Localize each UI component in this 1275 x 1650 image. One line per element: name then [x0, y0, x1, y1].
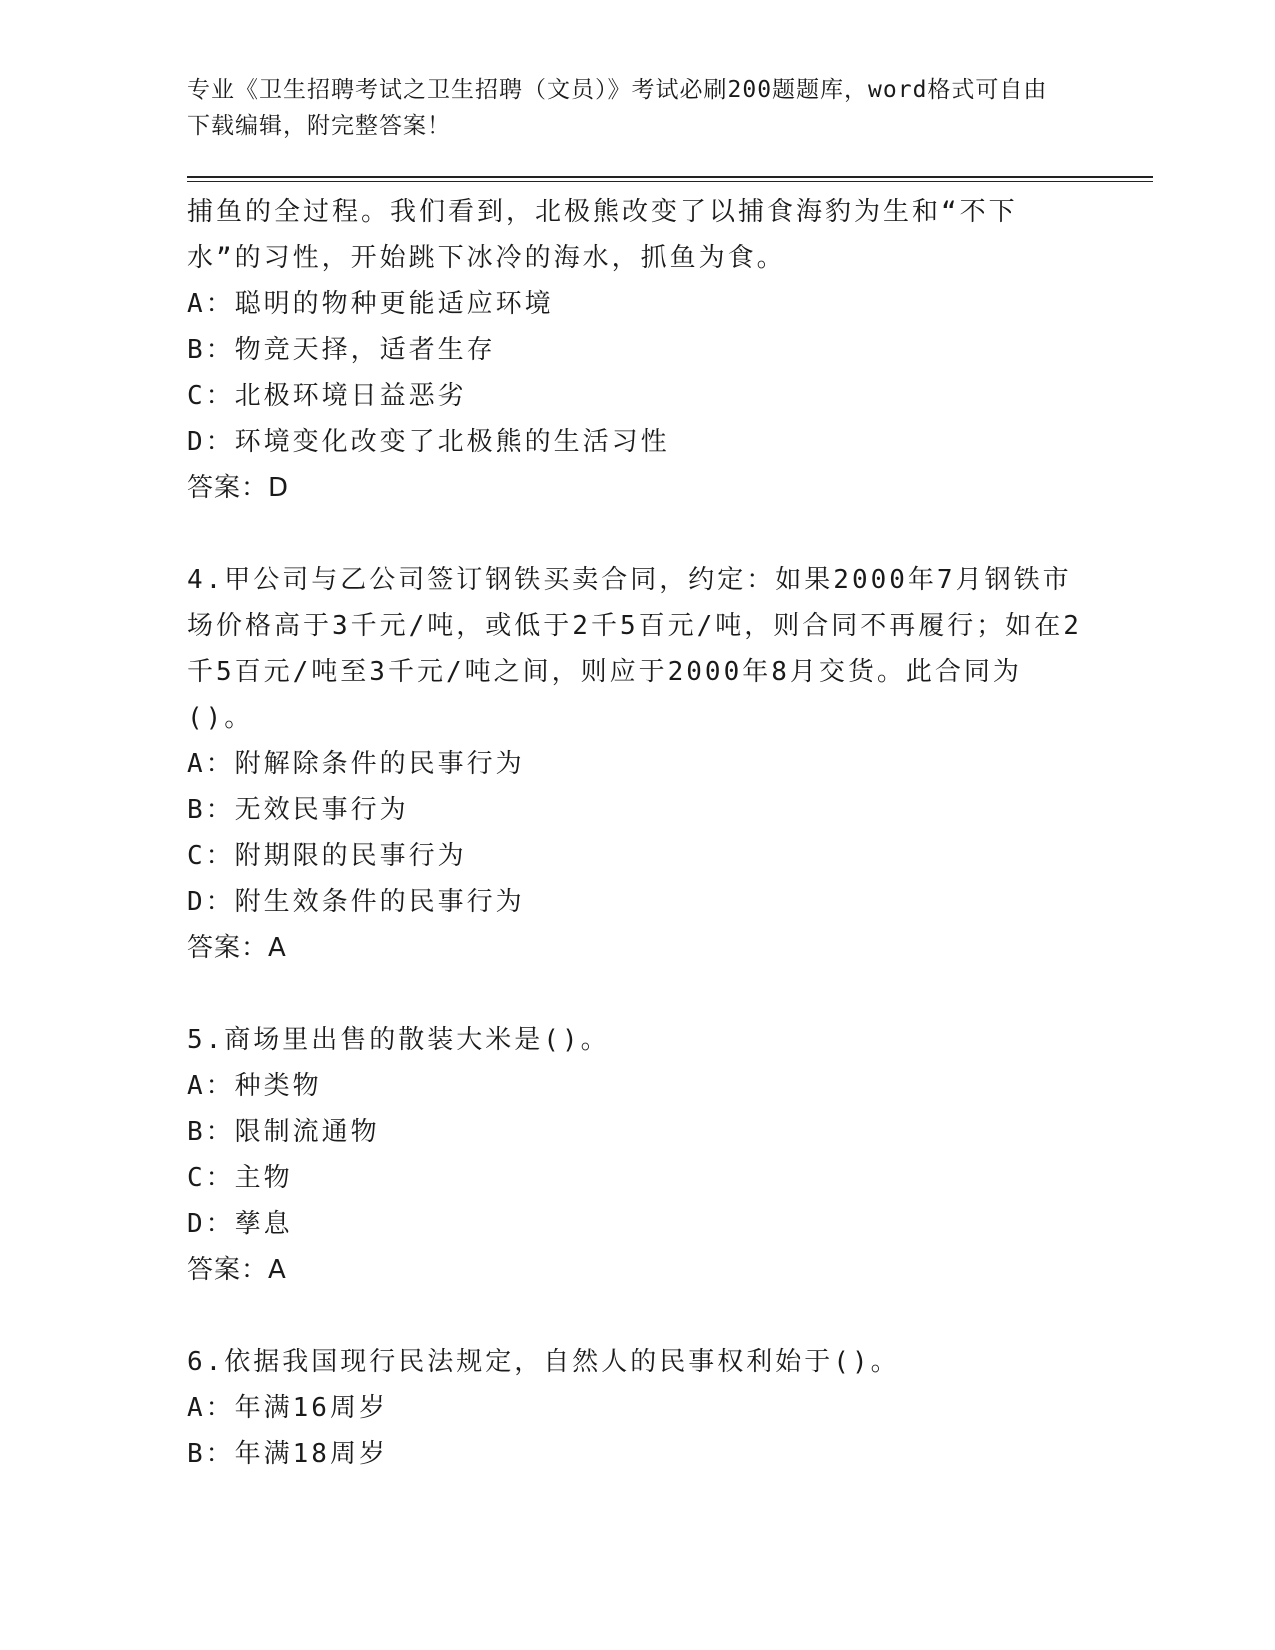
question-4-answer: 答案：A [187, 933, 287, 963]
spacer [187, 1293, 1087, 1339]
question-5-option-b: B：限制流通物 [187, 1117, 380, 1147]
question-6-option-a: A：年满16周岁 [187, 1393, 388, 1423]
question-3-option-b: B：物竞天择，适者生存 [187, 335, 496, 365]
question-5-text: 5.商场里出售的散装大米是()。 [187, 1025, 610, 1055]
question-5-option-c: C：主物 [187, 1163, 293, 1193]
question-3-answer: 答案：D [187, 473, 290, 503]
question-4-block [187, 557, 1087, 971]
question-6-option-b: B：年满18周岁 [187, 1439, 388, 1469]
question-3-option-c: C：北极环境日益恶劣 [187, 381, 467, 411]
document-header: 专业《卫生招聘考试之卫生招聘（文员）》考试必刷200题题库，word格式可自由下载编辑，附完整答案！ [187, 77, 1048, 139]
question-content [187, 189, 1087, 1477]
question-3-option-d: D：环境变化改变了北极熊的生活习性 [187, 427, 670, 457]
question-4-option-a: A：附解除条件的民事行为 [187, 749, 525, 779]
header-divider-thick [187, 176, 1153, 178]
question-4-option-d: D：附生效条件的民事行为 [187, 887, 525, 917]
question-6-block [187, 1339, 1087, 1477]
question-3-option-a: A：聪明的物种更能适应环境 [187, 289, 554, 319]
question-5-option-d: D：孳息 [187, 1209, 293, 1239]
question-6-text: 6.依据我国现行民法规定，自然人的民事权利始于()。 [187, 1347, 900, 1377]
question-4-option-b: B：无效民事行为 [187, 795, 409, 825]
question-3-text-continued: 捕鱼的全过程。我们看到，北极熊改变了以捕食海豹为生和“不下水”的习性，开始跳下冰冷的海水，抓鱼为食。 [187, 197, 1018, 273]
question-5-block [187, 1017, 1087, 1293]
question-4-text: 4.甲公司与乙公司签订钢铁买卖合同，约定：如果2000年7月钢铁市场价格高于3千元/吨，或低于2千5百元/吨，则合同不再履行；如在2千5百元/吨至3千元/吨之间，则应于2000年8月交货。此合同为()。 [187, 565, 1082, 733]
question-4-option-c: C：附期限的民事行为 [187, 841, 467, 871]
question-5-option-a: A：种类物 [187, 1071, 322, 1101]
header-divider-thin [187, 181, 1153, 182]
question-3-block [187, 189, 1087, 511]
question-5-answer: 答案：A [187, 1255, 287, 1285]
spacer [187, 971, 1087, 1017]
spacer [187, 511, 1087, 557]
